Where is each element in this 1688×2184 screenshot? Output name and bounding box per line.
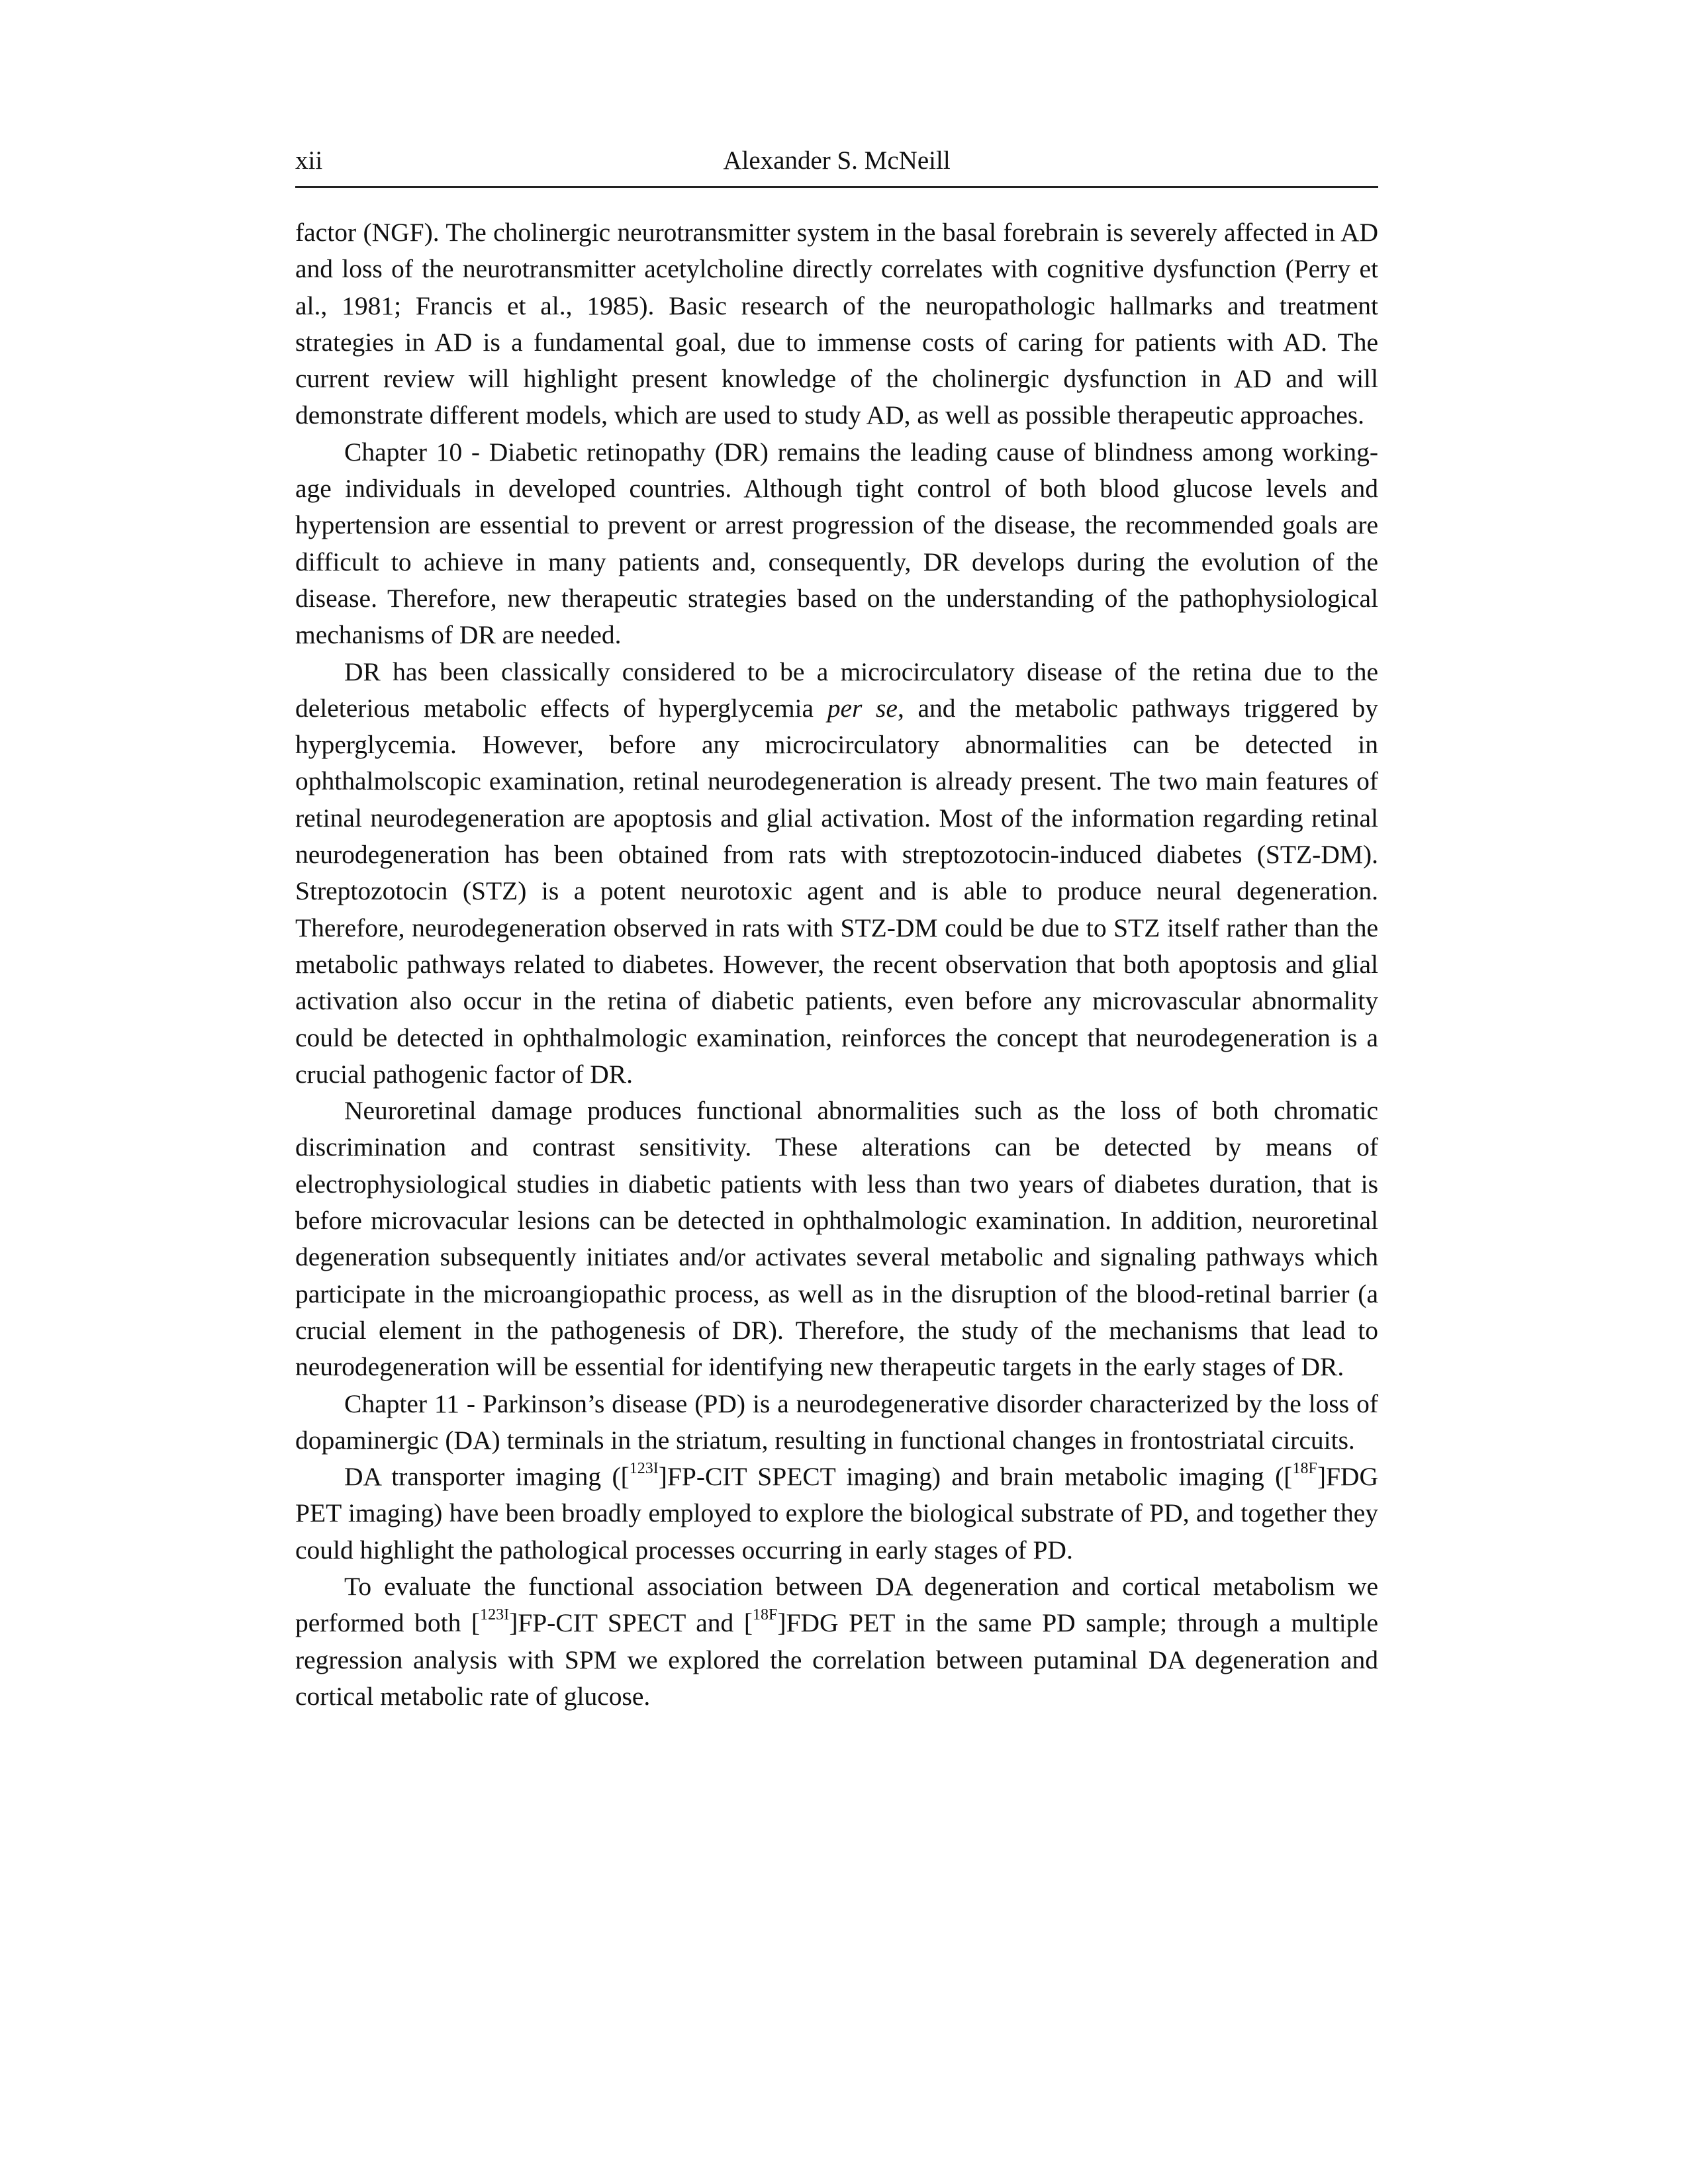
paragraph-functional-association <box>295 1569 1378 1715</box>
text-segment: DR has been classically considered to be a microcirculatory disease of the retina due to the deleterious metabolic effects of hyperglycemia <box>295 657 1378 723</box>
isotope-superscript: 18F <box>753 1606 778 1624</box>
paragraph-dr-microcirculatory <box>295 654 1378 1093</box>
running-header <box>295 136 1378 188</box>
isotope-superscript: 123I <box>629 1459 659 1477</box>
isotope-superscript: 18F <box>1292 1459 1317 1477</box>
paragraph-chapter-10-intro: Chapter 10 - Diabetic retinopathy (DR) remains the leading cause of blindness among working-age individuals in developed countries. Although tight control of both blood glucose levels and hypertension are essential to prevent or arrest progression of the disease, the recommended goals are difficult to achieve in many patients and, consequently, DR develops during the evolution of the disease. Therefore, new therapeutic strategies based on the understanding of the pathophysiological mechanisms of DR are needed. <box>295 437 1378 650</box>
isotope-superscript: 123I <box>480 1606 510 1624</box>
paragraph-da-imaging <box>295 1459 1378 1569</box>
text-segment: To evaluate the functional association between DA degeneration and cortical metabolism we performed both [ <box>295 1571 1378 1638</box>
paragraph-ngf-continuation: factor (NGF). The cholinergic neurotransmitter system in the basal forebrain is severely affected in AD and loss of the neurotransmitter acetylcholine directly correlates with cognitive dysfunction (Perry et al., 1981; Francis et al., 1985). Basic research of the neuropathologic hallmarks and treatment strategies in AD is a fundamental goal, due to immense costs of caring for patients with AD. The current review will highlight present knowledge of the cholinergic dysfunction in AD and will demonstrate different models, which are used to study AD, as well as possible therapeutic approaches. <box>295 218 1378 430</box>
body-text <box>295 214 1378 1715</box>
book-page <box>295 136 1378 1715</box>
page-number: xii <box>295 146 323 175</box>
text-segment: ]FP-CIT SPECT imaging) and brain metabolic imaging ([ <box>658 1462 1293 1492</box>
italic-phrase: per se <box>827 693 898 723</box>
author-name: Alexander S. McNeill <box>723 146 951 175</box>
paragraph-neuroretinal-damage: Neuroretinal damage produces functional abnormalities such as the loss of both chromatic discrimination and contrast sensitivity. These alterations can be detected by means of electrophysiological studies in diabetic patients with less than two years of diabetes duration, that is before microvacular lesions can be detected in ophthalmologic examination. In addition, neuroretinal degeneration subsequently initiates and/or activates several metabolic and signaling pathways which participate in the microangiopathic process, as well as in the disruption of the blood-retinal barrier (a crucial element in the pathogenesis of DR). Therefore, the study of the mechanisms that lead to neurodegeneration will be essential for identifying new therapeutic targets in the early stages of DR. <box>295 1096 1378 1382</box>
paragraph-chapter-11-intro: Chapter 11 - Parkinson’s disease (PD) is a neurodegenerative disorder characterized by the loss of dopaminergic (DA) terminals in the striatum, resulting in functional changes in frontostriatal circuits. <box>295 1388 1378 1455</box>
text-segment: , and the metabolic pathways triggered by hyperglycemia. However, before any microcirculatory abnormalities can be detected in ophthalmolscopic examination, retinal neurodegeneration is already present. The two main features of retinal neurodegeneration are apoptosis and glial activation. Most of the information regarding retinal neurodegeneration has been obtained from rats with streptozotocin-induced diabetes (STZ-DM). Streptozotocin (STZ) is a potent neurotoxic agent and is able to produce neural degeneration. Therefore, neurodegeneration observed in rats with STZ-DM could be due to STZ itself rather than the metabolic pathways related to diabetes. However, the recent observation that both apoptosis and glial activation also occur in the retina of diabetic patients, even before any microvascular abnormality could be detected in ophthalmologic examination, reinforces the concept that neurodegeneration is a crucial pathogenic factor of DR. <box>295 693 1378 1089</box>
text-segment: ]FDG PET imaging) have been broadly employed to explore the biological substrate of PD, and together they could highlight the pathological processes occurring in early stages of PD. <box>295 1462 1378 1565</box>
text-segment: DA transporter imaging ([ <box>344 1462 630 1492</box>
text-segment: ]FDG PET in the same PD sample; through a multiple regression analysis with SPM we explored the correlation between putaminal DA degeneration and cortical metabolic rate of glucose. <box>295 1608 1379 1711</box>
text-segment: ]FP-CIT SPECT and [ <box>509 1608 753 1638</box>
